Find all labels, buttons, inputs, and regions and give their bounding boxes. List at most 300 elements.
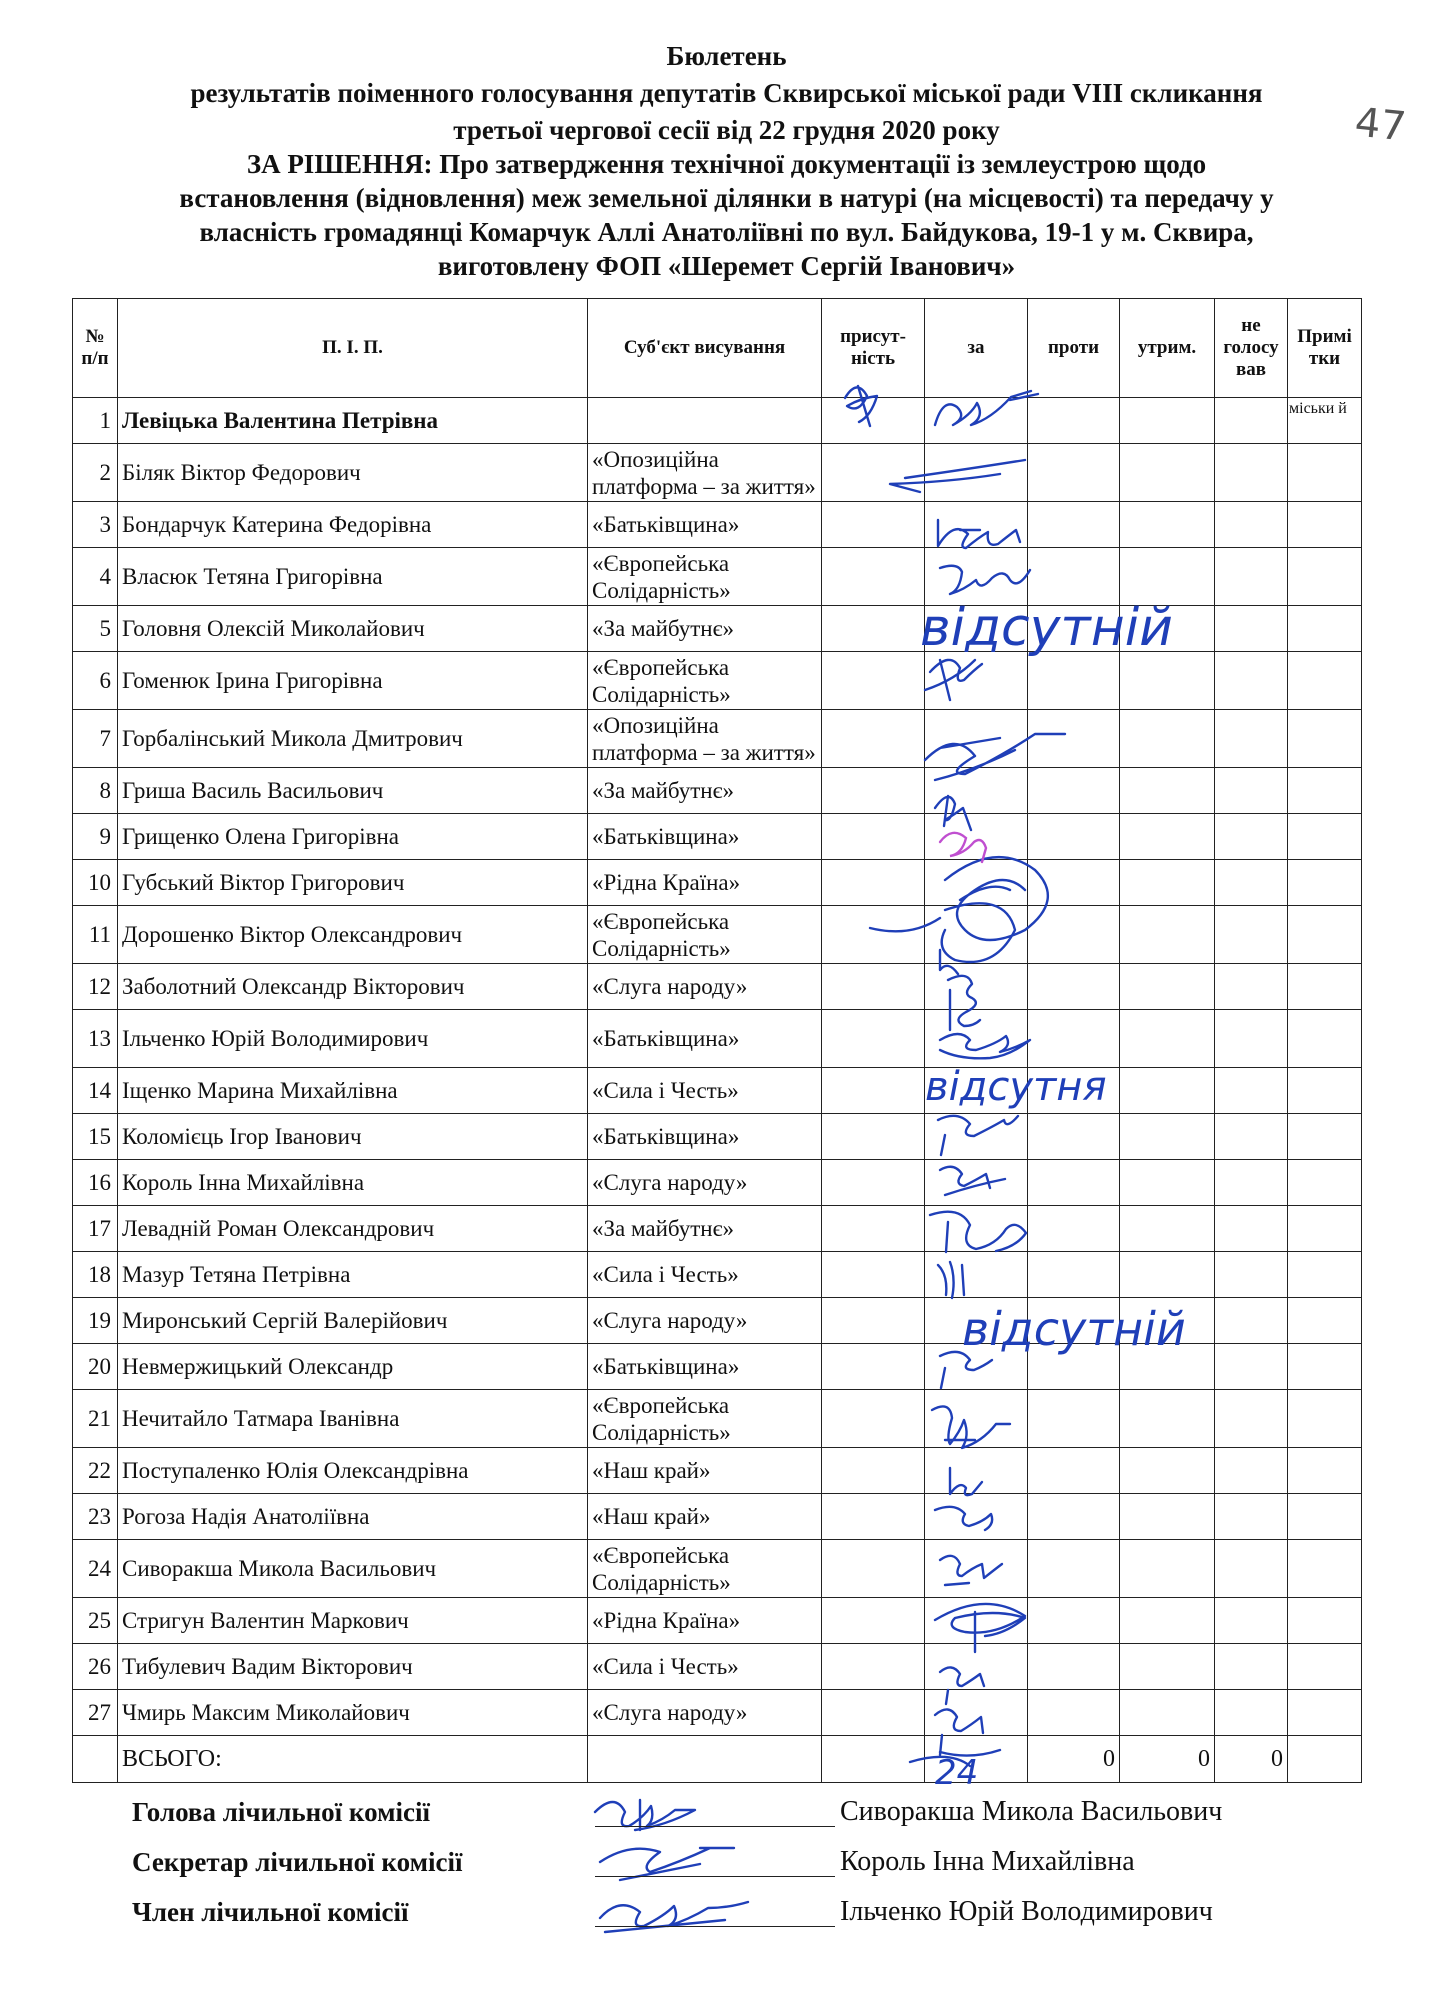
totals-not-voted: 0 (1215, 1736, 1288, 1783)
deputy-name: Король Інна Михайлівна (118, 1160, 588, 1206)
table-row (73, 964, 1362, 1010)
for-cell (925, 398, 1028, 444)
party-name: «Опозиційна платформа – за життя» (588, 710, 822, 768)
table-row (73, 652, 1362, 710)
commission-role: Секретар лічильної комісії (132, 1847, 463, 1877)
against-cell (1028, 1252, 1120, 1298)
note-cell (1288, 1252, 1362, 1298)
party-name: «Слуга народу» (588, 964, 822, 1010)
col-not-voted-header: не голосу вав (1215, 299, 1288, 398)
table-row (73, 1160, 1362, 1206)
party-name: «Європейська Солідарність» (588, 1390, 822, 1448)
deputy-name: Гриша Василь Васильович (118, 768, 588, 814)
deputy-name: Дорошенко Віктор Олександрович (118, 906, 588, 964)
against-cell (1028, 964, 1120, 1010)
row-number: 12 (73, 964, 118, 1010)
party-name: «Слуга народу» (588, 1690, 822, 1736)
abstain-cell (1120, 1114, 1215, 1160)
table-row (73, 710, 1362, 768)
for-cell (925, 1690, 1028, 1736)
table-row (73, 860, 1362, 906)
bulletin-subtitle-1: результатів поіменного голосування депутатів Сквирської міської ради VIII скликання (190, 78, 1263, 108)
note-cell: міськи й (1288, 398, 1362, 444)
row-number: 2 (73, 444, 118, 502)
against-cell (1028, 652, 1120, 710)
table-row (73, 1344, 1362, 1390)
voting-table (72, 298, 1362, 1783)
note-cell (1288, 906, 1362, 964)
not-voted-cell (1215, 606, 1288, 652)
col-for-header: за (925, 299, 1028, 398)
table-row (73, 502, 1362, 548)
commission-role: Голова лічильної комісії (132, 1797, 430, 1827)
decision-line-2: встановлення (відновлення) меж земельної ділянки в натурі (на місцевості) та передачу у (179, 183, 1274, 213)
party-name: «Рідна Країна» (588, 1598, 822, 1644)
party-name: «Сила і Честь» (588, 1644, 822, 1690)
signature-line (595, 1826, 835, 1827)
present-cell (822, 768, 925, 814)
not-voted-cell (1215, 906, 1288, 964)
party-name: «Батьківщина» (588, 1114, 822, 1160)
not-voted-cell (1215, 1390, 1288, 1448)
table-row (73, 1114, 1362, 1160)
not-voted-cell (1215, 1448, 1288, 1494)
not-voted-cell (1215, 860, 1288, 906)
totals-present-cell (822, 1736, 925, 1783)
against-cell (1028, 1690, 1120, 1736)
present-cell (822, 1160, 925, 1206)
deputy-name: Стригун Валентин Маркович (118, 1598, 588, 1644)
abstain-cell (1120, 1160, 1215, 1206)
not-voted-cell (1215, 1010, 1288, 1068)
against-cell (1028, 860, 1120, 906)
row-number: 22 (73, 1448, 118, 1494)
party-name: «Слуга народу» (588, 1160, 822, 1206)
commission-member-name: Сиворакша Микола Васильович (840, 1796, 1223, 1827)
commission-member (0, 1792, 1453, 1832)
commission-member (0, 1842, 1453, 1882)
abstain-cell (1120, 1010, 1215, 1068)
present-cell (822, 1540, 925, 1598)
party-name: «За майбутнє» (588, 768, 822, 814)
totals-party-cell (588, 1736, 822, 1783)
table-row (73, 1298, 1362, 1344)
row-number: 21 (73, 1390, 118, 1448)
row-number: 18 (73, 1252, 118, 1298)
present-cell (822, 444, 925, 502)
table-row (73, 768, 1362, 814)
deputy-name: Горбалінський Микола Дмитрович (118, 710, 588, 768)
against-cell (1028, 1298, 1120, 1344)
for-cell (925, 1644, 1028, 1690)
note-cell (1288, 768, 1362, 814)
against-cell (1028, 1540, 1120, 1598)
totals-abstain: 0 (1120, 1736, 1215, 1783)
note-cell (1288, 814, 1362, 860)
note-cell (1288, 1160, 1362, 1206)
present-cell (822, 814, 925, 860)
for-cell (925, 906, 1028, 964)
row-number: 1 (73, 398, 118, 444)
abstain-cell (1120, 502, 1215, 548)
for-cell (925, 548, 1028, 606)
party-name: «Батьківщина» (588, 1344, 822, 1390)
not-voted-cell (1215, 1344, 1288, 1390)
present-cell (822, 1390, 925, 1448)
note-cell (1288, 1344, 1362, 1390)
totals-row (73, 1736, 1362, 1783)
present-cell (822, 860, 925, 906)
note-cell (1288, 1690, 1362, 1736)
table-row (73, 1494, 1362, 1540)
against-cell (1028, 1114, 1120, 1160)
not-voted-cell (1215, 710, 1288, 768)
not-voted-cell (1215, 1298, 1288, 1344)
against-cell (1028, 768, 1120, 814)
bulletin-subtitle-2: третьої чергової сесії від 22 грудня 2020 року (453, 115, 1000, 145)
abstain-cell (1120, 1068, 1215, 1114)
for-cell (925, 768, 1028, 814)
col-against-header: проти (1028, 299, 1120, 398)
present-cell (822, 1298, 925, 1344)
not-voted-cell (1215, 1068, 1288, 1114)
for-cell (925, 964, 1028, 1010)
party-name: «За майбутнє» (588, 606, 822, 652)
present-cell (822, 1644, 925, 1690)
row-number: 13 (73, 1010, 118, 1068)
party-name: «Сила і Честь» (588, 1068, 822, 1114)
against-cell (1028, 1494, 1120, 1540)
present-cell (822, 606, 925, 652)
handwritten-absent-5: відсутній (920, 598, 1173, 658)
abstain-cell (1120, 1298, 1215, 1344)
table-row (73, 398, 1362, 444)
for-cell (925, 814, 1028, 860)
abstain-cell (1120, 1448, 1215, 1494)
decision-line-4: виготовлену ФОП «Шеремет Сергій Іванович» (437, 251, 1016, 281)
against-cell (1028, 606, 1120, 652)
row-number: 14 (73, 1068, 118, 1114)
deputy-name: Рогоза Надія Анатоліївна (118, 1494, 588, 1540)
table-header-row (73, 299, 1362, 398)
not-voted-cell (1215, 1690, 1288, 1736)
note-cell (1288, 502, 1362, 548)
for-cell (925, 1010, 1028, 1068)
abstain-cell (1120, 1344, 1215, 1390)
deputy-name: Нечитайло Татмара Іванівна (118, 1390, 588, 1448)
abstain-cell (1120, 1540, 1215, 1598)
table-row (73, 1540, 1362, 1598)
not-voted-cell (1215, 768, 1288, 814)
abstain-cell (1120, 964, 1215, 1010)
abstain-cell (1120, 652, 1215, 710)
not-voted-cell (1215, 1206, 1288, 1252)
not-voted-cell (1215, 1160, 1288, 1206)
party-name: «Батьківщина» (588, 502, 822, 548)
present-cell (822, 906, 925, 964)
not-voted-cell (1215, 1644, 1288, 1690)
table-row (73, 1252, 1362, 1298)
abstain-cell (1120, 1494, 1215, 1540)
against-cell (1028, 710, 1120, 768)
deputy-name: Іщенко Марина Михайлівна (118, 1068, 588, 1114)
row-number: 7 (73, 710, 118, 768)
not-voted-cell (1215, 964, 1288, 1010)
deputy-name: Біляк Віктор Федорович (118, 444, 588, 502)
note-cell (1288, 1644, 1362, 1690)
note-cell (1288, 1390, 1362, 1448)
note-cell (1288, 548, 1362, 606)
not-voted-cell (1215, 652, 1288, 710)
not-voted-cell (1215, 398, 1288, 444)
table-row (73, 1010, 1362, 1068)
for-cell (925, 860, 1028, 906)
present-cell (822, 652, 925, 710)
abstain-cell (1120, 906, 1215, 964)
party-name: «Європейська Солідарність» (588, 548, 822, 606)
abstain-cell (1120, 1206, 1215, 1252)
not-voted-cell (1215, 548, 1288, 606)
note-cell (1288, 964, 1362, 1010)
deputy-name: Гоменюк Ірина Григорівна (118, 652, 588, 710)
for-cell (925, 1068, 1028, 1114)
deputy-name: Левіцька Валентина Петрівна (118, 398, 588, 444)
against-cell (1028, 444, 1120, 502)
table-row (73, 606, 1362, 652)
not-voted-cell (1215, 444, 1288, 502)
not-voted-cell (1215, 1114, 1288, 1160)
for-cell (925, 1114, 1028, 1160)
col-notes-header: Примі тки (1288, 299, 1362, 398)
totals-notes-cell (1288, 1736, 1362, 1783)
present-cell (822, 1010, 925, 1068)
commission-member-name: Ільченко Юрій Володимирович (840, 1896, 1213, 1927)
against-cell (1028, 1644, 1120, 1690)
present-cell (822, 1494, 925, 1540)
note-cell (1288, 1598, 1362, 1644)
for-cell (925, 1448, 1028, 1494)
row-number: 10 (73, 860, 118, 906)
row-number: 9 (73, 814, 118, 860)
party-name (588, 398, 822, 444)
against-cell (1028, 1344, 1120, 1390)
deputy-name: Сиворакша Микола Васильович (118, 1540, 588, 1598)
note-cell (1288, 1010, 1362, 1068)
for-cell (925, 606, 1028, 652)
against-cell (1028, 502, 1120, 548)
totals-label: ВСЬОГО: (118, 1736, 588, 1783)
row-number: 25 (73, 1598, 118, 1644)
totals-num-cell (73, 1736, 118, 1783)
table-row (73, 1390, 1362, 1448)
for-cell (925, 1160, 1028, 1206)
abstain-cell (1120, 444, 1215, 502)
deputy-name: Мазур Тетяна Петрівна (118, 1252, 588, 1298)
present-cell (822, 1206, 925, 1252)
party-name: «Європейська Солідарність» (588, 652, 822, 710)
table-row (73, 1644, 1362, 1690)
against-cell (1028, 548, 1120, 606)
commission-member-name: Король Інна Михайлівна (840, 1846, 1135, 1877)
signature-line (595, 1926, 835, 1927)
row-number: 23 (73, 1494, 118, 1540)
for-cell (925, 1298, 1028, 1344)
for-cell (925, 502, 1028, 548)
commission-member (0, 1892, 1453, 1932)
present-cell (822, 1068, 925, 1114)
abstain-cell (1120, 710, 1215, 768)
party-name: «Європейська Солідарність» (588, 906, 822, 964)
against-cell (1028, 1448, 1120, 1494)
row-number: 24 (73, 1540, 118, 1598)
for-cell (925, 1252, 1028, 1298)
note-cell (1288, 606, 1362, 652)
note-cell (1288, 652, 1362, 710)
not-voted-cell (1215, 1598, 1288, 1644)
abstain-cell (1120, 860, 1215, 906)
note-cell (1288, 444, 1362, 502)
table-row (73, 1598, 1362, 1644)
bulletin-title: Бюлетень (666, 41, 787, 71)
abstain-cell (1120, 1252, 1215, 1298)
table-row (73, 1206, 1362, 1252)
for-cell (925, 1540, 1028, 1598)
not-voted-cell (1215, 1494, 1288, 1540)
row-number: 8 (73, 768, 118, 814)
note-cell (1288, 1540, 1362, 1598)
deputy-name: Тибулевич Вадим Вікторович (118, 1644, 588, 1690)
party-name: «Сила і Честь» (588, 1252, 822, 1298)
handwritten-absent-19: відсутній (962, 1302, 1186, 1356)
table-row (73, 1448, 1362, 1494)
note-cell (1288, 1298, 1362, 1344)
totals-for-cell (925, 1736, 1028, 1783)
party-name: «Рідна Країна» (588, 860, 822, 906)
deputy-name: Поступаленко Юлія Олександрівна (118, 1448, 588, 1494)
deputy-name: Коломієць Ігор Іванович (118, 1114, 588, 1160)
row-number: 3 (73, 502, 118, 548)
present-cell (822, 964, 925, 1010)
party-name: «Наш край» (588, 1494, 822, 1540)
row-number: 4 (73, 548, 118, 606)
col-present-header: присут-ність (822, 299, 925, 398)
present-cell (822, 1448, 925, 1494)
not-voted-cell (1215, 1540, 1288, 1598)
row-number: 19 (73, 1298, 118, 1344)
for-cell (925, 1494, 1028, 1540)
against-cell (1028, 1598, 1120, 1644)
party-name: «Батьківщина» (588, 814, 822, 860)
abstain-cell (1120, 1390, 1215, 1448)
commission-role: Член лічильної комісії (132, 1897, 409, 1927)
against-cell (1028, 814, 1120, 860)
deputy-name: Миронський Сергій Валерійович (118, 1298, 588, 1344)
deputy-name: Заболотний Олександр Вікторович (118, 964, 588, 1010)
handwritten-total-for: 24 (935, 1753, 979, 1793)
totals-against: 0 (1028, 1736, 1120, 1783)
against-cell (1028, 1206, 1120, 1252)
against-cell (1028, 1068, 1120, 1114)
abstain-cell (1120, 1598, 1215, 1644)
page-number: 47 (1352, 99, 1409, 151)
note-cell (1288, 1206, 1362, 1252)
party-name: «Батьківщина» (588, 1010, 822, 1068)
for-cell (925, 1390, 1028, 1448)
deputy-name: Власюк Тетяна Григорівна (118, 548, 588, 606)
deputy-name: Бондарчук Катерина Федорівна (118, 502, 588, 548)
row-number: 5 (73, 606, 118, 652)
note-cell (1288, 710, 1362, 768)
present-cell (822, 1344, 925, 1390)
table-row (73, 444, 1362, 502)
note-cell (1288, 1448, 1362, 1494)
abstain-cell (1120, 814, 1215, 860)
for-cell (925, 652, 1028, 710)
row-number: 27 (73, 1690, 118, 1736)
abstain-cell (1120, 1644, 1215, 1690)
table-row (73, 814, 1362, 860)
deputy-name: Грищенко Олена Григорівна (118, 814, 588, 860)
row-number: 20 (73, 1344, 118, 1390)
present-cell (822, 502, 925, 548)
against-cell (1028, 1390, 1120, 1448)
against-cell (1028, 398, 1120, 444)
for-cell (925, 444, 1028, 502)
party-name: «За майбутнє» (588, 1206, 822, 1252)
deputy-name: Левадній Роман Олександрович (118, 1206, 588, 1252)
party-name: «Європейська Солідарність» (588, 1540, 822, 1598)
note-cell (1288, 860, 1362, 906)
col-name-header: П. І. П. (118, 299, 588, 398)
present-cell (822, 710, 925, 768)
present-cell (822, 398, 925, 444)
abstain-cell (1120, 398, 1215, 444)
for-cell (925, 1598, 1028, 1644)
present-cell (822, 1114, 925, 1160)
for-cell (925, 710, 1028, 768)
not-voted-cell (1215, 1252, 1288, 1298)
abstain-cell (1120, 548, 1215, 606)
row-number: 26 (73, 1644, 118, 1690)
present-cell (822, 548, 925, 606)
row-number: 17 (73, 1206, 118, 1252)
table-row (73, 1068, 1362, 1114)
party-name: «Слуга народу» (588, 1298, 822, 1344)
col-num-header: № п/п (73, 299, 118, 398)
present-cell (822, 1690, 925, 1736)
abstain-cell (1120, 606, 1215, 652)
table-row (73, 1690, 1362, 1736)
against-cell (1028, 1010, 1120, 1068)
deputy-name: Ільченко Юрій Володимирович (118, 1010, 588, 1068)
table-row (73, 906, 1362, 964)
for-cell (925, 1344, 1028, 1390)
party-name: «Опозиційна платформа – за життя» (588, 444, 822, 502)
deputy-name: Головня Олексій Миколайович (118, 606, 588, 652)
abstain-cell (1120, 768, 1215, 814)
present-cell (822, 1252, 925, 1298)
note-cell (1288, 1114, 1362, 1160)
row-number: 15 (73, 1114, 118, 1160)
party-name: «Наш край» (588, 1448, 822, 1494)
note-cell (1288, 1068, 1362, 1114)
note-cell (1288, 1494, 1362, 1540)
col-party-header: Суб'єкт висування (588, 299, 822, 398)
row-number: 6 (73, 652, 118, 710)
row-number: 11 (73, 906, 118, 964)
deputy-name: Чмирь Максим Миколайович (118, 1690, 588, 1736)
against-cell (1028, 906, 1120, 964)
